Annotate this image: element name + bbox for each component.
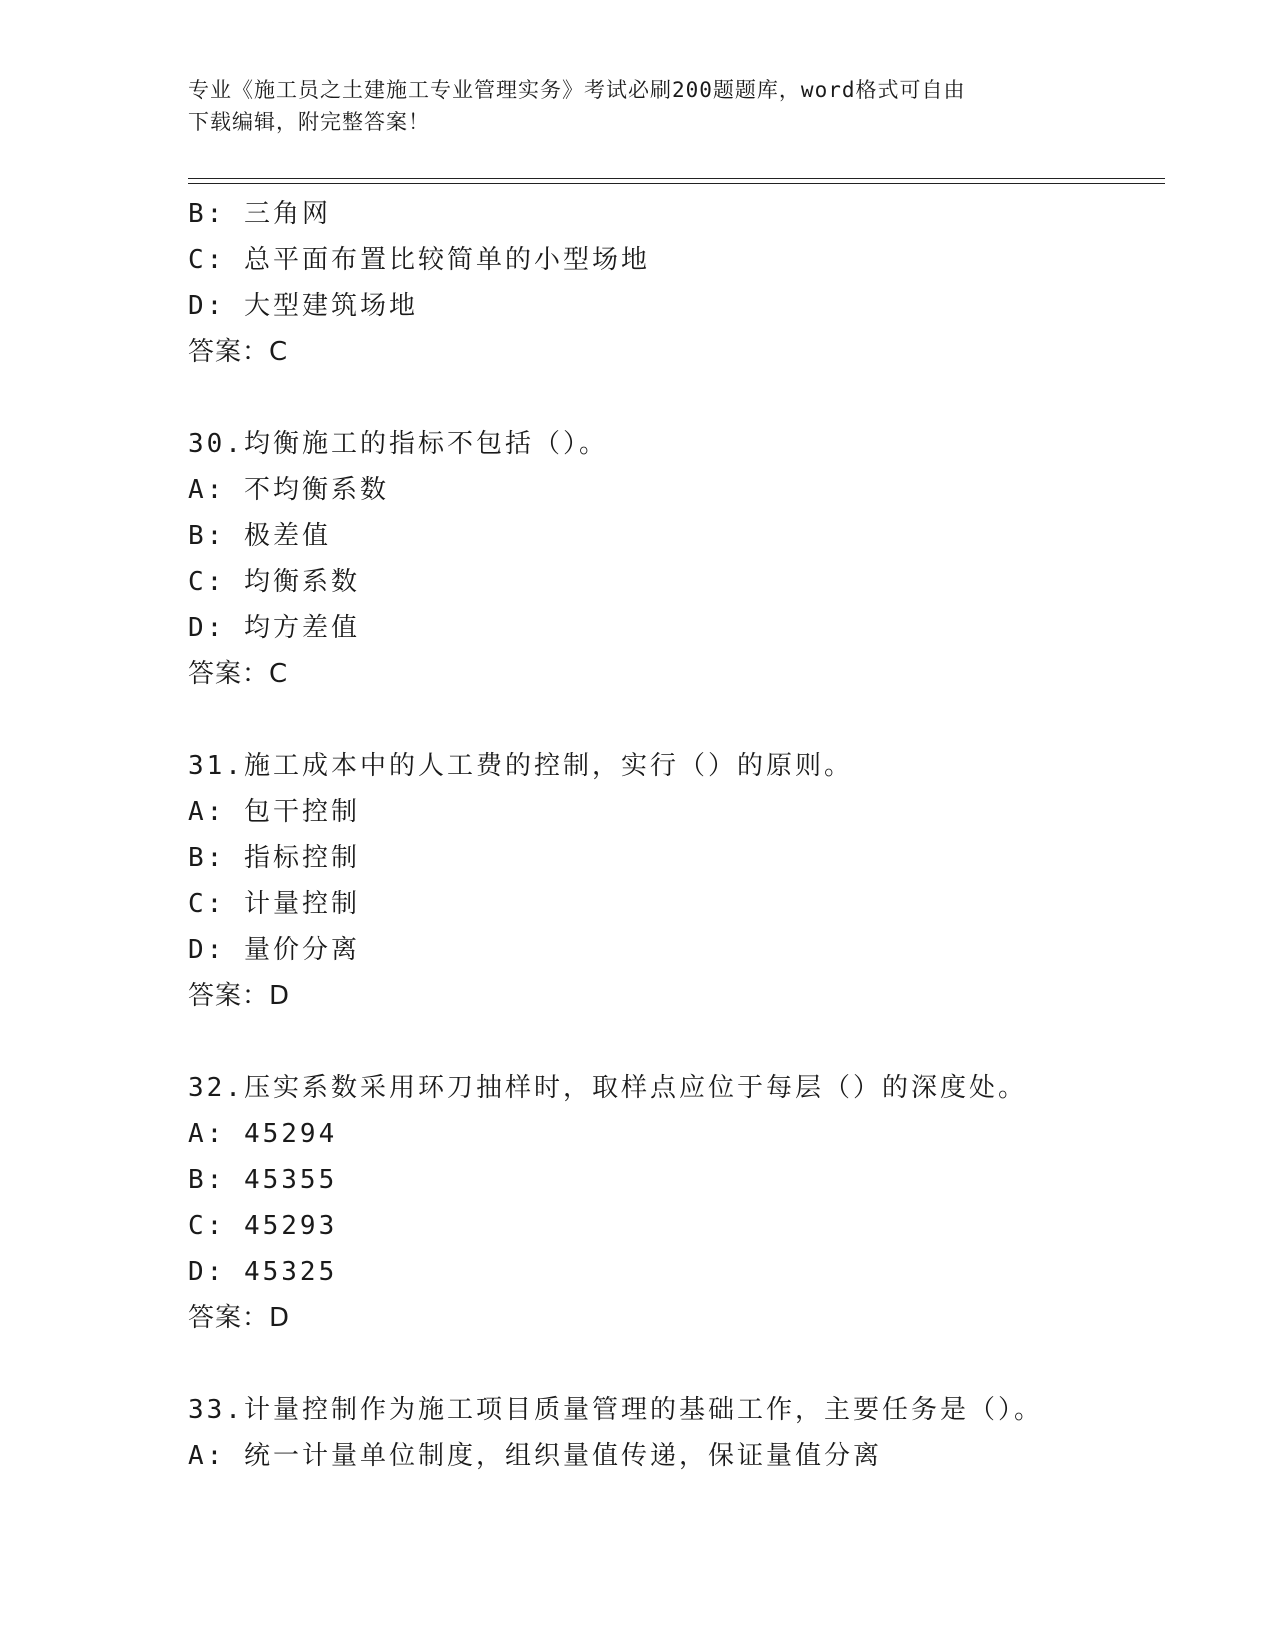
option-b: B: 指标控制 <box>188 843 360 873</box>
document-header <box>188 74 1068 138</box>
spacer <box>188 697 1168 743</box>
answer-line: 答案：C <box>188 659 289 689</box>
question-stem: 30.均衡施工的指标不包括（）。 <box>188 429 608 459</box>
option-a: A: 不均衡系数 <box>188 475 389 505</box>
question-block-31 <box>188 743 1168 1019</box>
question-stem: 31.施工成本中的人工费的控制，实行（）的原则。 <box>188 751 853 781</box>
header-rule-bottom <box>188 183 1165 184</box>
spacer <box>188 1019 1168 1065</box>
option-c: C: 计量控制 <box>188 889 360 919</box>
question-block-32 <box>188 1065 1168 1341</box>
option-a: A: 45294 <box>188 1119 338 1149</box>
option-b: B: 三角网 <box>188 199 331 229</box>
option-d: D: 45325 <box>188 1257 338 1287</box>
option-b: B: 极差值 <box>188 521 331 551</box>
option-c: C: 45293 <box>188 1211 338 1241</box>
option-d: D: 大型建筑场地 <box>188 291 418 321</box>
answer-line: 答案：D <box>188 1303 291 1333</box>
option-b: B: 45355 <box>188 1165 338 1195</box>
answer-line: 答案：C <box>188 337 289 367</box>
option-a: A: 统一计量单位制度，组织量值传递，保证量值分离 <box>188 1441 882 1471</box>
option-d: D: 量价分离 <box>188 935 360 965</box>
question-list <box>188 191 1168 1479</box>
header-rule-top <box>188 178 1165 179</box>
spacer <box>188 375 1168 421</box>
option-c: C: 总平面布置比较简单的小型场地 <box>188 245 650 275</box>
option-c: C: 均衡系数 <box>188 567 360 597</box>
option-a: A: 包干控制 <box>188 797 360 827</box>
question-block-30 <box>188 421 1168 697</box>
question-block-33 <box>188 1387 1168 1479</box>
spacer <box>188 1341 1168 1387</box>
answer-line: 答案：D <box>188 981 291 1011</box>
option-d: D: 均方差值 <box>188 613 360 643</box>
question-stem: 33.计量控制作为施工项目质量管理的基础工作，主要任务是（）。 <box>188 1395 1043 1425</box>
question-block-29 <box>188 191 1168 375</box>
question-stem: 32.压实系数采用环刀抽样时，取样点应位于每层（）的深度处。 <box>188 1073 1027 1103</box>
header-line-1: 专业《施工员之土建施工专业管理实务》考试必刷200题题库，word格式可自由 <box>188 78 966 102</box>
header-line-2: 下载编辑，附完整答案！ <box>188 110 430 134</box>
